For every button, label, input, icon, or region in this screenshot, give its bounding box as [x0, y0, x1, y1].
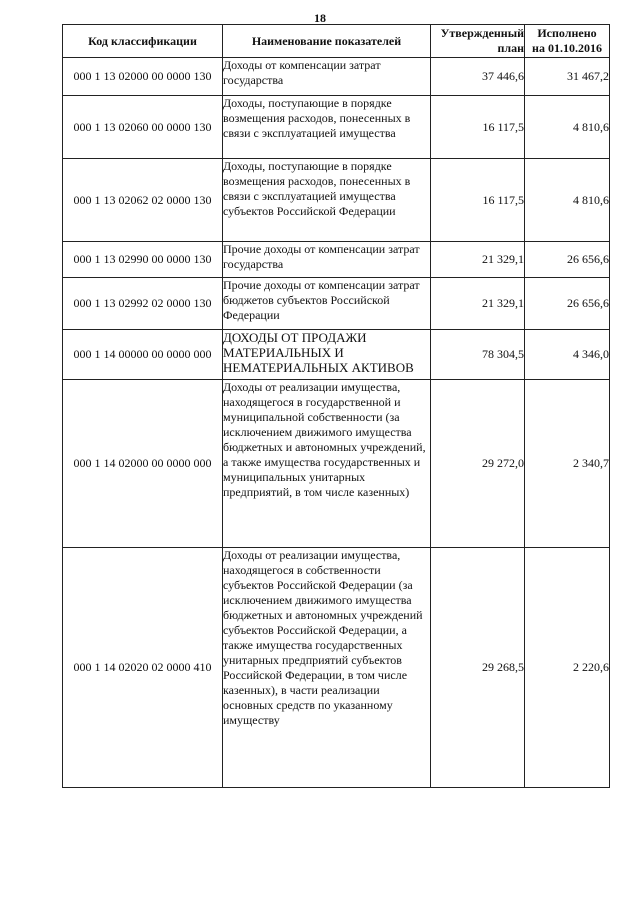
header-name: Наименование показателей: [223, 25, 431, 58]
row-code: 000 1 14 02000 00 0000 000: [63, 380, 223, 548]
row-name: Доходы от реализации имущества, находящегося в государственной и муниципальной собственности (за исключением движимого имущества бюджетных и автономных учреждений, а также имущества государственных и муниципальных унитарных предприятий, в том числе казенных): [223, 380, 431, 548]
row-code: 000 1 13 02060 00 0000 130: [63, 96, 223, 159]
row-name: Доходы от компенсации затрат государства: [223, 58, 431, 96]
header-done-line2: на 01.10.2016: [532, 41, 602, 55]
row-done: 26 656,6: [525, 242, 610, 278]
row-name: Прочие доходы от компенсации затрат бюджетов субъектов Российской Федерации: [223, 278, 431, 330]
table-row: [63, 278, 610, 330]
row-code: 000 1 14 00000 00 0000 000: [63, 330, 223, 380]
row-plan: 78 304,5: [431, 330, 525, 380]
table-header-row: [63, 25, 610, 58]
row-name: Доходы от реализации имущества, находящегося в собственности субъектов Российской Федерации (за исключением движимого имущества бюджетных и автономных учреждений субъектов Российской Федерации, а также имущества государственных унитарных предприятий субъектов Российской Федерации, в том числе казенных), в части реализации основных средств по указанному имуществу: [223, 548, 431, 788]
header-code: Код классификации: [63, 25, 223, 58]
row-done: 31 467,2: [525, 58, 610, 96]
row-done: 2 220,6: [525, 548, 610, 788]
row-plan: 16 117,5: [431, 159, 525, 242]
header-plan: [431, 25, 525, 58]
table-row: [63, 380, 610, 548]
row-name: Доходы, поступающие в порядке возмещения расходов, понесенных в связи с эксплуатацией имущества субъектов Российской Федерации: [223, 159, 431, 242]
header-plan-line2: план: [497, 41, 524, 55]
header-done: [525, 25, 610, 58]
table-row: [63, 58, 610, 96]
page-number: 18: [314, 11, 326, 25]
row-plan: 29 272,0: [431, 380, 525, 548]
row-plan: 21 329,1: [431, 278, 525, 330]
row-done: 4 346,0: [525, 330, 610, 380]
row-code: 000 1 13 02000 00 0000 130: [63, 58, 223, 96]
row-plan: 16 117,5: [431, 96, 525, 159]
table-row: [63, 242, 610, 278]
row-name: Доходы, поступающие в порядке возмещения расходов, понесенных в связи с эксплуатацией имущества: [223, 96, 431, 159]
header-done-line1: Исполнено: [537, 26, 597, 40]
revenue-table: [62, 24, 610, 788]
header-plan-line1: Утвержденный: [440, 26, 524, 40]
row-plan: 29 268,5: [431, 548, 525, 788]
row-code: 000 1 14 02020 02 0000 410: [63, 548, 223, 788]
row-done: 4 810,6: [525, 96, 610, 159]
row-plan: 21 329,1: [431, 242, 525, 278]
table-row: [63, 159, 610, 242]
row-done: 4 810,6: [525, 159, 610, 242]
row-plan: 37 446,6: [431, 58, 525, 96]
row-code: 000 1 13 02062 02 0000 130: [63, 159, 223, 242]
row-name: ДОХОДЫ ОТ ПРОДАЖИ МАТЕРИАЛЬНЫХ И НЕМАТЕРИАЛЬНЫХ АКТИВОВ: [223, 330, 431, 380]
row-name: Прочие доходы от компенсации затрат государства: [223, 242, 431, 278]
row-code: 000 1 13 02992 02 0000 130: [63, 278, 223, 330]
table-row: [63, 548, 610, 788]
row-done: 26 656,6: [525, 278, 610, 330]
table-row: [63, 96, 610, 159]
table-row: [63, 330, 610, 380]
row-code: 000 1 13 02990 00 0000 130: [63, 242, 223, 278]
row-done: 2 340,7: [525, 380, 610, 548]
